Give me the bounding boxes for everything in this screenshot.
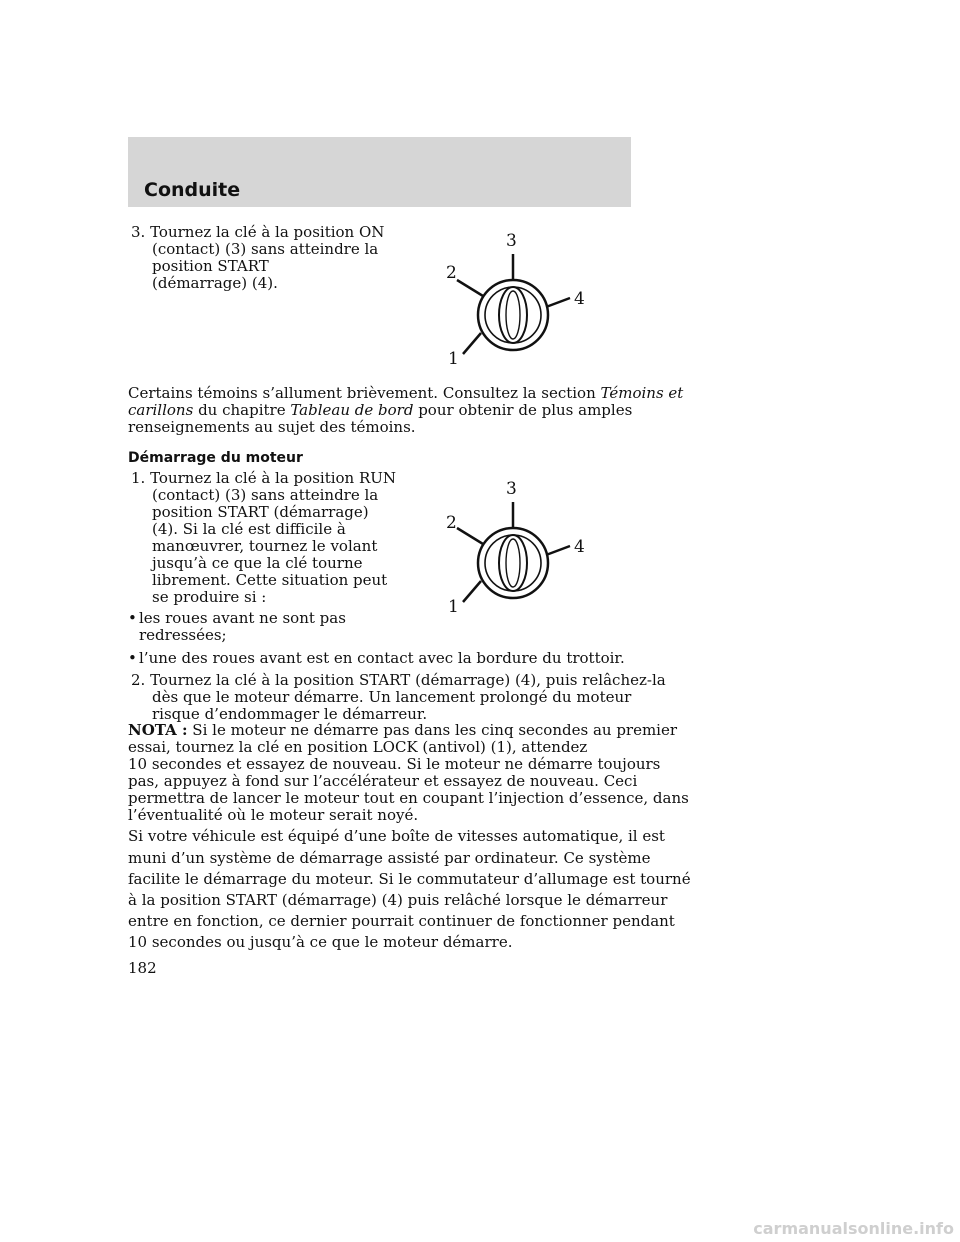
nota-line4: pas, appuyez à fond sur l’accélérateur et essayez de nouveau. Ceci	[128, 772, 638, 790]
watermark: carmanualsonline.info	[753, 1219, 954, 1238]
step1-line1: 1. Tournez la clé à la position RUN	[131, 469, 397, 487]
auto-line1: Si votre véhicule est équipé d’une boîte de vitesses automatique, il est	[128, 827, 665, 845]
nota-line2: essai, tournez la clé en position LOCK (antivol) (1), attendez	[128, 738, 588, 756]
label-1: 1	[448, 349, 459, 369]
step1-line8: se produire si :	[152, 588, 267, 606]
step3-line2: (contact) (3) sans atteindre la	[152, 240, 379, 258]
position-2-marker	[457, 528, 483, 544]
position-4-marker	[546, 546, 570, 555]
position-4-marker	[546, 298, 570, 307]
chapter-title: Conduite	[144, 179, 241, 201]
auto-line6: 10 secondes ou jusqu’à ce que le moteur démarre.	[128, 933, 513, 951]
auto-line3: facilite le démarrage du moteur. Si le commutateur d’allumage est tourné	[128, 870, 691, 888]
step2-line2: dès que le moteur démarre. Un lancement prolongé du moteur	[152, 688, 632, 706]
label-4: 4	[574, 537, 585, 557]
bullet1-line1: les roues avant ne sont pas	[139, 609, 346, 627]
position-2-marker	[457, 280, 483, 296]
label-2: 2	[446, 263, 457, 283]
step2-line1: 2. Tournez la clé à la position START (démarrage) (4), puis relâchez-la	[131, 671, 666, 689]
chapter-header	[128, 137, 631, 207]
step3-line1: 3. Tournez la clé à la position ON	[131, 223, 385, 241]
para1-line2: carillons du chapitre Tableau de bord pour obtenir de plus amples	[128, 401, 633, 419]
nota-line1: NOTA : Si le moteur ne démarre pas dans les cinq secondes au premier	[128, 721, 678, 739]
step1-line7: librement. Cette situation peut	[152, 571, 388, 589]
step3-line4: (démarrage) (4).	[152, 274, 278, 292]
step1-line5: manœuvrer, tournez le volant	[152, 537, 378, 555]
para1-line1: Certains témoins s’allument brièvement. Consultez la section Témoins et	[128, 384, 684, 402]
page-number: 182	[128, 959, 157, 977]
label-2: 2	[446, 513, 457, 533]
bullet2-line1: l’une des roues avant est en contact avec la bordure du trottoir.	[139, 649, 625, 667]
label-4: 4	[574, 289, 585, 309]
section-heading: Démarrage du moteur	[128, 450, 303, 466]
bullet-dot: •	[128, 649, 137, 667]
label-3: 3	[506, 231, 517, 251]
nota-line6: l’éventualité où le moteur serait noyé.	[128, 806, 419, 824]
step1-line4: (4). Si la clé est difficile à	[152, 520, 346, 538]
key-slot-inner	[506, 291, 520, 339]
nota-line3: 10 secondes et essayez de nouveau. Si le moteur ne démarre toujours	[128, 755, 661, 773]
auto-line4: à la position START (démarrage) (4) puis relâché lorsque le démarreur	[128, 891, 668, 909]
position-1-marker	[463, 581, 481, 602]
bullet1-line2: redressées;	[139, 626, 227, 644]
label-1: 1	[448, 597, 459, 617]
step1-line2: (contact) (3) sans atteindre la	[152, 486, 379, 504]
step1-line3: position START (démarrage)	[152, 503, 369, 521]
para1-line3: renseignements au sujet des témoins.	[128, 418, 416, 436]
position-1-marker	[463, 333, 481, 354]
step3-line3: position START	[152, 257, 269, 275]
auto-line2: muni d’un système de démarrage assisté par ordinateur. Ce système	[128, 849, 651, 867]
key-slot-inner	[506, 539, 520, 587]
step2-line3: risque d’endommager le démarreur.	[152, 705, 428, 723]
ignition-switch-diagram-top	[420, 222, 620, 372]
bullet-dot: •	[128, 609, 137, 627]
nota-label: NOTA :	[128, 721, 188, 739]
auto-line5: entre en fonction, ce dernier pourrait continuer de fonctionner pendant	[128, 912, 675, 930]
label-3: 3	[506, 479, 517, 499]
nota-line5: permettra de lancer le moteur tout en coupant l’injection d’essence, dans	[128, 789, 689, 807]
ignition-switch-diagram-bottom	[420, 470, 620, 620]
step1-line6: jusqu’à ce que la clé tourne	[152, 554, 363, 572]
